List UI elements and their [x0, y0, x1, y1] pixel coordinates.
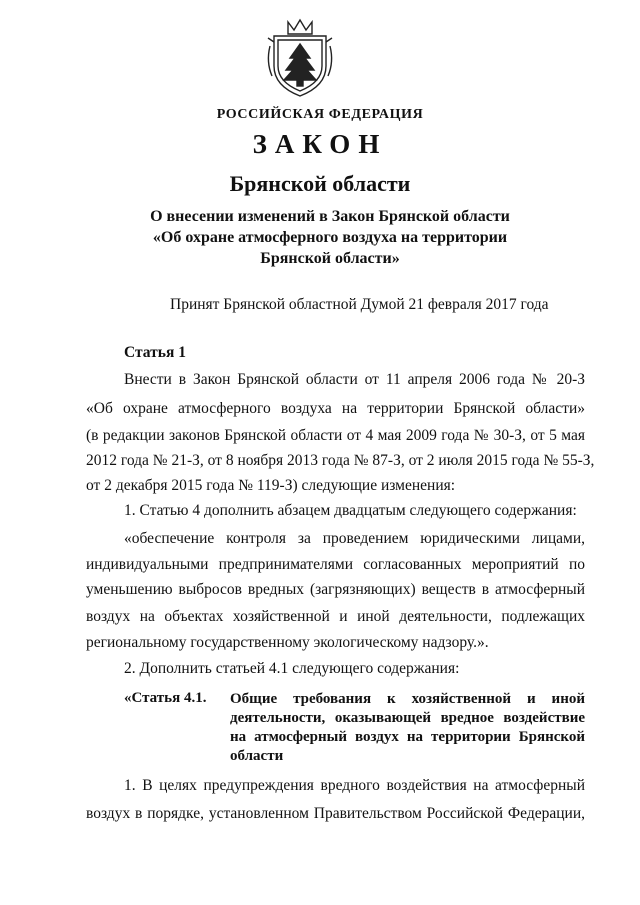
body-line: 1. В целях предупреждения вредного воздействия на атмосферный — [124, 777, 585, 794]
quote-line: региональному государственному экологическому надзору.». — [86, 634, 489, 651]
document-type-title: ЗАКОН — [252, 129, 388, 159]
quote-line: уменьшению выбросов вредных (загрязняющих) веществ в атмосферный — [86, 581, 585, 598]
subject-line: «Об охране атмосферного воздуха на территории — [152, 229, 508, 246]
subject-line: О внесении изменений в Закон Брянской области — [150, 208, 510, 225]
list-item: 2. Дополнить статьей 4.1 следующего содержания: — [124, 660, 460, 677]
body-line: Внести в Закон Брянской области от 11 апреля 2006 года № 20-З — [124, 371, 585, 388]
coat-of-arms-emblem-icon — [264, 16, 336, 100]
country-title: РОССИЙСКАЯ ФЕДЕРАЦИЯ — [216, 107, 424, 122]
body-line: «Об охране атмосферного воздуха на территории Брянской области» — [86, 400, 585, 417]
quote-line: «обеспечение контроля за проведением юридическими лицами, — [124, 530, 585, 547]
body-line: от 2 декабря 2015 года № 119-З) следующие изменения: — [86, 477, 456, 494]
article-1-heading: Статья 1 — [124, 344, 186, 361]
body-line: 2012 года № 21-З, от 8 ноября 2013 года № 87-З, от 2 июля 2015 года № 55-З, — [86, 452, 595, 469]
quote-line: воздух на объектах хозяйственной и иной деятельности, подлежащих — [86, 608, 585, 625]
region-title: Брянской области — [229, 171, 411, 196]
article-4-1-label: «Статья 4.1. — [124, 690, 207, 706]
body-line: воздух в порядке, установленном Правительством Российской Федерации, — [86, 805, 585, 822]
subject-line: Брянской области» — [260, 250, 400, 267]
article-4-1-title: Общие требования к хозяйственной и иной деятельности, оказывающей вредное воздействие на атмосферный воздух на территории Брянской области — [230, 691, 585, 764]
adoption-note: Принят Брянской областной Думой 21 февраля 2017 года — [170, 296, 549, 313]
quote-line: индивидуальными предпринимателями согласованных мероприятий по — [86, 556, 585, 573]
list-item: 1. Статью 4 дополнить абзацем двадцатым следующего содержания: — [124, 502, 577, 519]
body-line: (в редакции законов Брянской области от 4 мая 2009 года № 30-З, от 5 мая — [86, 427, 585, 444]
